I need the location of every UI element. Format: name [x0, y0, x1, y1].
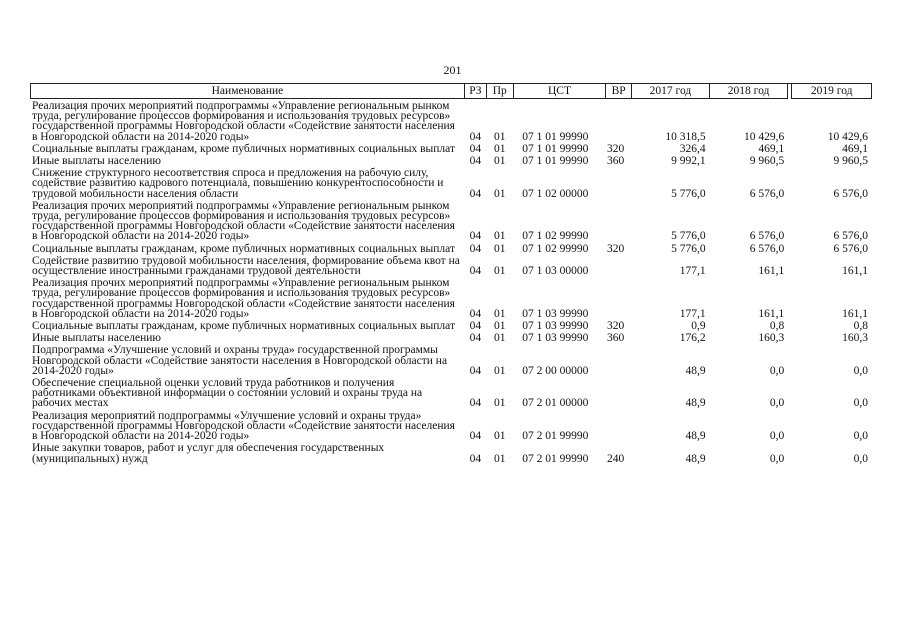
cell-pr: 01 [494, 452, 506, 465]
cell-pr: 01 [494, 130, 506, 143]
header-2019: 2019 год [791, 84, 872, 99]
table-row [30, 343, 872, 376]
table-row [30, 99, 872, 142]
cell-2018: 161,1 [758, 307, 785, 320]
cell-pr: 01 [494, 307, 506, 320]
cell-name: Обеспечение специальной оценки условий труда работников и получения работниками объективной информации о состоянии условий и охраны труда на рабочих местах [32, 377, 423, 410]
header-pr: Пр [487, 84, 514, 99]
cell-cst: 07 1 02 00000 [522, 187, 589, 200]
cell-pr: 01 [494, 397, 506, 410]
cell-2019: 10 429,6 [827, 130, 868, 143]
table-row [30, 242, 872, 254]
cell-name: Иные закупки товаров, работ и услуг для обеспечения государственных (муниципальных) нужд [32, 442, 385, 465]
table-row [30, 319, 872, 331]
cell-pr: 01 [494, 155, 506, 168]
cell-vr: 320 [606, 242, 625, 255]
cell-2017: 5 776,0 [671, 187, 706, 200]
cell-rz: 04 [469, 265, 482, 278]
cell-2019: 0,8 [853, 320, 868, 333]
cell-name: Реализация прочих мероприятий подпрограммы «Управление региональным рынком труда, регулирование процессов формирования и использования трудовых ресурсов» государственной программы Новгородской области «Содействие занятости населения в Новгородской области на 2014-2020 годы» [32, 199, 455, 243]
cell-cst: 07 1 01 99990 [522, 155, 589, 168]
cell-2019: 161,1 [842, 265, 868, 278]
cell-name: Социальные выплаты гражданам, кроме публичных нормативных социальных выплат [32, 320, 455, 333]
table-row [30, 331, 872, 343]
table-row [30, 254, 872, 276]
cell-2018: 0,0 [769, 364, 785, 377]
cell-cst: 07 1 03 99990 [522, 332, 589, 345]
cell-vr: 360 [606, 332, 625, 345]
table-header [30, 83, 872, 99]
cell-vr: 320 [606, 142, 625, 155]
cell-name: Реализация прочих мероприятий подпрограммы «Управление региональным рынком труда, регулирование процессов формирования и использования трудовых ресурсов» государственной программы Новгородской области «Содействие занятости населения в Новгородской области на 2014-2020 годы» [32, 100, 455, 143]
cell-pr: 01 [494, 332, 506, 345]
cell-2019: 0,0 [853, 452, 868, 465]
cell-2017: 177,1 [679, 265, 706, 278]
cell-2018: 0,0 [769, 430, 785, 443]
cell-2019: 6 576,0 [833, 230, 868, 243]
cell-2017: 176,2 [679, 332, 706, 345]
cell-2018: 161,1 [758, 265, 785, 278]
cell-rz: 04 [469, 187, 482, 200]
cell-cst: 07 1 01 99990 [522, 142, 589, 155]
cell-rz: 04 [469, 397, 482, 410]
cell-rz: 04 [469, 230, 482, 243]
cell-2017: 326,4 [679, 142, 706, 155]
cell-cst: 07 1 03 99990 [522, 307, 589, 320]
cell-name: Подпрограмма «Улучшение условий и охраны труда» государственной программы Новгородской области «Содействие занятости населения в Новгородской области на 2014-2020 годы» [32, 344, 448, 377]
table-row [30, 409, 872, 442]
cell-2018: 160,3 [758, 332, 785, 345]
cell-2019: 6 576,0 [833, 242, 868, 255]
cell-2019: 160,3 [842, 332, 868, 345]
cell-pr: 01 [494, 430, 506, 443]
cell-2017: 48,9 [685, 397, 706, 410]
cell-rz: 04 [469, 307, 482, 320]
cell-2019: 0,0 [853, 430, 868, 443]
cell-2018: 10 429,6 [744, 130, 785, 143]
cell-2019: 0,0 [853, 364, 868, 377]
table-row [30, 199, 872, 242]
cell-pr: 01 [494, 364, 506, 377]
cell-2017: 10 318,5 [665, 130, 706, 143]
cell-cst: 07 1 03 00000 [522, 265, 589, 278]
cell-rz: 04 [469, 142, 482, 155]
cell-2018: 6 576,0 [749, 230, 785, 243]
cell-rz: 04 [469, 320, 482, 333]
header-cst: ЦСТ [514, 84, 607, 99]
cell-2018: 0,0 [769, 452, 785, 465]
header-vr: ВР [606, 84, 632, 99]
cell-name: Содействие развитию трудовой мобильности населения, формирование объема квот на осуществление иностранными гражданами трудовой деятельности [32, 254, 460, 278]
cell-pr: 01 [494, 265, 506, 278]
table-row [30, 276, 872, 319]
cell-2018: 469,1 [758, 142, 785, 155]
cell-2017: 5 776,0 [671, 242, 706, 255]
cell-rz: 04 [469, 452, 482, 465]
budget-table [30, 83, 872, 464]
cell-2018: 9 960,5 [749, 155, 785, 168]
cell-rz: 04 [469, 430, 482, 443]
cell-cst: 07 2 01 00000 [522, 397, 589, 410]
cell-name: Иные выплаты населению [32, 332, 161, 345]
table-body [30, 99, 872, 464]
cell-rz: 04 [469, 130, 482, 143]
cell-rz: 04 [469, 155, 482, 168]
cell-2018: 0,0 [769, 397, 785, 410]
table-row [30, 441, 872, 463]
cell-2017: 177,1 [679, 307, 706, 320]
cell-name: Социальные выплаты гражданам, кроме публичных нормативных социальных выплат [32, 142, 455, 155]
cell-2018: 6 576,0 [749, 242, 785, 255]
cell-2019: 9 960,5 [833, 155, 868, 168]
cell-cst: 07 2 01 99990 [522, 430, 589, 443]
cell-2019: 0,0 [853, 397, 868, 410]
cell-2019: 161,1 [842, 307, 868, 320]
cell-name: Снижение структурного несоответствия спроса и предложения на рабочую силу, содействие развитию кадрового потенциала, повышению конкурентоспособности и трудовой мобильности населения области [32, 167, 444, 200]
cell-pr: 01 [494, 142, 506, 155]
cell-name: Реализация мероприятий подпрограммы «Улучшение условий и охраны труда» государственной программы Новгородской области «Содействие занятости населения в Новгородской области на 2014-2020 годы» [32, 409, 455, 443]
table-row [30, 166, 872, 199]
cell-pr: 01 [494, 187, 506, 200]
cell-cst: 07 1 02 99990 [522, 242, 589, 255]
cell-vr: 320 [606, 320, 625, 333]
cell-cst: 07 2 00 00000 [522, 364, 589, 377]
header-2018: 2018 год [710, 84, 789, 99]
cell-2017: 48,9 [685, 452, 706, 465]
cell-2018: 0,8 [769, 320, 785, 333]
cell-pr: 01 [494, 230, 506, 243]
cell-pr: 01 [494, 320, 506, 333]
cell-2017: 48,9 [685, 364, 706, 377]
cell-2017: 0,9 [691, 320, 706, 333]
cell-cst: 07 1 01 99990 [522, 130, 589, 143]
cell-name: Иные выплаты населению [32, 155, 161, 168]
cell-vr: 240 [606, 452, 625, 465]
cell-cst: 07 1 03 99990 [522, 320, 589, 333]
cell-name: Социальные выплаты гражданам, кроме публичных нормативных социальных выплат [32, 242, 455, 255]
cell-name: Реализация прочих мероприятий подпрограммы «Управление региональным рынком труда, регулирование процессов формирования и использования трудовых ресурсов» государственной программы Новгородской области «Содействие занятости населения в Новгородской области на 2014-2020 годы» [32, 277, 455, 320]
cell-cst: 07 2 01 99990 [522, 452, 589, 465]
cell-2017: 5 776,0 [671, 230, 706, 243]
header-name: Наименование [31, 84, 465, 99]
header-2017: 2017 год [632, 84, 710, 99]
cell-rz: 04 [469, 332, 482, 345]
cell-2019: 6 576,0 [833, 187, 868, 200]
cell-2017: 48,9 [685, 430, 706, 443]
table-row [30, 142, 872, 154]
cell-2018: 6 576,0 [749, 187, 785, 200]
cell-2019: 469,1 [842, 142, 868, 155]
cell-2017: 9 992,1 [671, 155, 706, 168]
cell-rz: 04 [469, 242, 482, 255]
cell-rz: 04 [469, 364, 482, 377]
table-row [30, 376, 872, 409]
cell-cst: 07 1 02 99990 [522, 230, 589, 243]
page-number: 201 [443, 63, 462, 77]
cell-pr: 01 [494, 242, 506, 255]
header-rz: РЗ [465, 84, 487, 99]
cell-vr: 360 [606, 155, 625, 168]
table-row [30, 154, 872, 166]
